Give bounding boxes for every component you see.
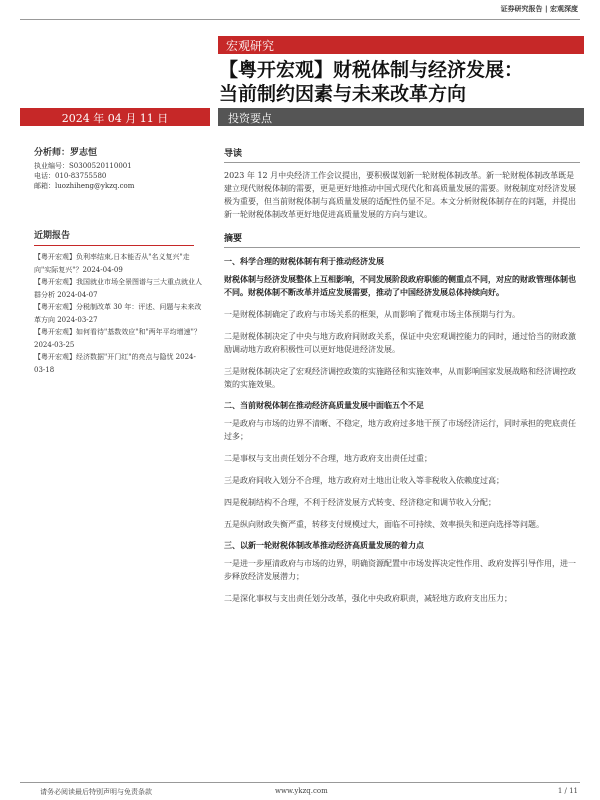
section-2-paragraph: 五是纵向财政失衡严重，转移支付规模过大，面临不可持续、效率损失和逆向选择等问题。 — [224, 520, 544, 529]
analyst-license: 执业编号：S0300520110001 — [34, 162, 132, 170]
recent-report-link[interactable]: 【粤开宏观】分税制改革 30 年：评述、问题与未来改革方向 2024-03-27 — [34, 303, 202, 324]
report-title — [219, 58, 589, 106]
section-1-paragraph: 二是财税体制决定了中央与地方政府间财政关系，保证中央宏观调控能力的同时，通过恰当的财政激励调动地方政府积极性可以更好地促进经济发展。 — [224, 332, 576, 354]
section-2-paragraph: 三是政府间收入划分不合理，地方政府对土地出让收入等非税收入依赖度过高； — [224, 476, 504, 485]
intro-heading: 导读 — [224, 146, 580, 163]
section-1-key-point: 财税体制与经济发展整体上互相影响，不同发展阶段政府职能的侧重点不同，对应的财政管理体制也不同。财税体制不断改革并适应发展需要，推动了中国经济发展总体持续向好。 — [224, 275, 576, 297]
section-2-title: 二、当前财税体制在推动经济高质量发展中面临五个不足 — [224, 401, 424, 410]
disclaimer-note: 请务必阅读最后特别声明与免责条款 — [40, 788, 152, 796]
investment-points-label: 投资要点 — [228, 112, 272, 125]
recent-report-link[interactable]: 【粤开宏观】经济数据"开门红"的亮点与隐忧 2024-03-18 — [34, 353, 196, 374]
category-band — [218, 36, 584, 54]
section-3-paragraph: 一是进一步厘清政府与市场的边界，明确资源配置中市场发挥决定性作用、政府发挥引导作用，进一步释放经济发展潜力； — [224, 559, 576, 581]
investment-points-band — [218, 108, 584, 126]
recent-reports-heading: 近期报告 — [34, 231, 194, 246]
section-1-title: 一、科学合理的财税体制有利于推动经济发展 — [224, 257, 384, 266]
section-3-title: 三、以新一轮财税体制改革推动经济高质量发展的着力点 — [224, 541, 424, 550]
section-1-paragraph: 三是财税体制决定了宏观经济调控政策的实施路径和实施效率，从而影响国家发展战略和经济调控政策的实施效果。 — [224, 367, 576, 389]
header-rule — [20, 19, 580, 20]
section-2-paragraph: 二是事权与支出责任划分不合理，地方政府支出责任过重； — [224, 454, 432, 463]
recent-report-link[interactable]: 【粤开宏观】如何看待"基数效应"和"两年平均增速"？2024-03-25 — [34, 328, 201, 349]
report-date: 2024 年 04 月 11 日 — [61, 112, 169, 125]
summary-heading: 摘要 — [224, 231, 580, 248]
title-line-1: 【粤开宏观】财税体制与经济发展： — [219, 59, 524, 81]
analyst-name: 分析师：罗志恒 — [34, 148, 98, 158]
main-content — [224, 146, 580, 614]
analyst-email: 邮箱：luozhiheng@ykzq.com — [34, 182, 135, 190]
category-label: 宏观研究 — [226, 39, 275, 53]
section-3-paragraph: 二是深化事权与支出责任划分改革，强化中央政府职责，减轻地方政府支出压力； — [224, 594, 512, 603]
intro-text: 2023 年 12 月中央经济工作会议提出，要积极谋划新一轮财税体制改革。新一轮财税体制改革既是建立现代财税体制的需要，更是更好地推动中国式现代化和高质量发展的需要。财税制度对经济发展极为重要，但当前财税体制与高质量发展的适配性仍显不足。本文分析财税体制存在的问题，并提出新一轮财税体制改革更好地促进高质量发展的方向与建议。 — [224, 171, 576, 219]
website-link[interactable]: www.ykzq.com — [275, 787, 328, 795]
page-footer — [20, 782, 580, 797]
page-header — [0, 0, 600, 20]
page-number: 1 / 11 — [557, 787, 578, 795]
header-text: 证券研究报告 | 宏观深度 — [500, 5, 578, 13]
analyst-phone: 电话：010-83755580 — [34, 172, 107, 180]
recent-report-link[interactable]: 【粤开宏观】负利率结束,日本能否从"名义复兴"走向"实际复兴"？2024-04-09 — [34, 253, 190, 274]
section-2-paragraph: 一是政府与市场的边界不清晰、不稳定，地方政府过多地干预了市场经济运行，同时承担的兜底责任过多； — [224, 419, 576, 441]
section-1-paragraph: 一是财税体制确定了政府与市场关系的框架，从而影响了微观市场主体预期与行为。 — [224, 310, 520, 319]
title-line-2: 当前制约因素与未来改革方向 — [219, 83, 467, 105]
section-2-paragraph: 四是税制结构不合理，不利于经济发展方式转变、经济稳定和调节收入分配； — [224, 498, 496, 507]
sidebar — [34, 148, 204, 376]
recent-report-link[interactable]: 【粤开宏观】我国就业市场全景图谱与三大重点就业人群分析 2024-04-07 — [34, 278, 202, 299]
date-band — [20, 108, 210, 126]
